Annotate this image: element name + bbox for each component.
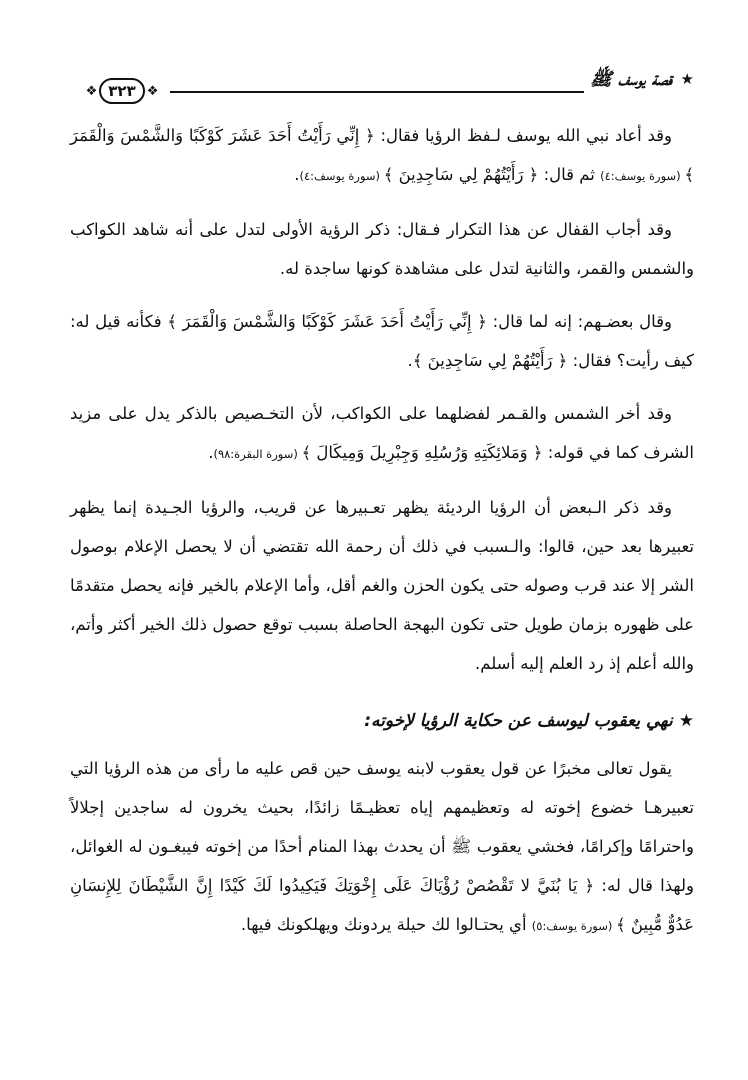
paragraph [70, 749, 694, 946]
quran-quote: ﴿ رَأَيْتُهُمْ لِي سَاجِدِينَ ﴾ [383, 165, 539, 184]
quran-quote: ﴿ إِنِّي رَأَيْتُ أَحَدَ عَشَرَ كَوْكَبًا وَالشَّمْسَ وَالْقَمَرَ ﴾ [70, 126, 694, 184]
text-run: . [208, 443, 214, 462]
text-run: . [294, 165, 300, 184]
ornament-icon: ❖ [146, 83, 159, 99]
page-header [70, 64, 694, 104]
paragraph [70, 210, 694, 288]
quran-quote: ﴿ وَمَلائِكَتِهِ وَرُسُلِهِ وَجِبْرِيلَ وَمِيكَالَ ﴾ [301, 443, 543, 462]
paragraph-group [70, 116, 694, 683]
ornament-icon: ❖ [85, 83, 98, 99]
star-icon: ★ [678, 711, 694, 731]
paragraph-group [70, 749, 694, 946]
text-run: وقد أعاد نبي الله يوسف لـفظ الرؤيا فقال: [374, 126, 672, 145]
text-run: فكأنه قيل له: كيف رأيت؟ فقال: [70, 312, 694, 370]
quran-quote: ﴿ يَا بُنَيَّ لا تَقْصُصْ رُؤْيَاكَ عَلَى إِخْوَتِكَ فَيَكِيدُوا لَكَ كَيْدًا إِنَّ الشَّيْطَانَ لِلإِنسَانِ عَدُوٌّ مُّبِينٌ ﴾ [70, 876, 694, 934]
page-number-badge [80, 76, 164, 106]
section-heading [70, 705, 694, 737]
star-icon: ★ [680, 70, 694, 88]
text-run: وقد أخر الشمس والقـمر لفضلهما على الكواكب، لأن التخـصيص بالذكر يدل على مزيد الشرف كما في قوله: [70, 404, 694, 462]
verse-reference: (سورة يوسف:٤) [299, 169, 384, 183]
quran-quote: ﴿ رَأَيْتُهُمْ لِي سَاجِدِينَ ﴾ [412, 351, 568, 370]
text-run: وقد ذكر الـبعض أن الرؤيا الرديئة يظهر تعـبيرها عن قريب، والرؤيا الجـيدة إنما يظهر تعبيرها بعد حين، قالوا: والـسبب في ذلك أن رحمة الله تقتضي أن لا يحصل الإعلام بوصول الشر إلا عند قرب وصوله حتى يكون الحزن والغم أقل، وأما الإعلام بالخير فإنه يحصل متقدمًا على ظهوره بزمان طويل حتى تكون البهجة الحاصلة بسبب توقع حصول ذلك الخير أكثر وأتم، والله أعلم إذ رد العلم إليه أسلم. [70, 498, 694, 673]
section-heading-text: نهي يعقوب ليوسف عن حكاية الرؤيا لإخوته: [364, 711, 673, 731]
text-run: . [407, 351, 413, 370]
paragraph [70, 302, 694, 380]
text-run: وقد أجاب القفال عن هذا التكرار فـقال: ذكر الرؤية الأولى لتدل على أنه شاهد الكواكب والشمس والقمر، والثانية لتدل على مشاهدة كونها ساجدة له. [70, 220, 694, 278]
paragraph [70, 488, 694, 683]
page-body [70, 116, 694, 960]
running-title: قصة يوسف ﷺ [584, 68, 672, 94]
quran-quote: ﴿ إِنِّي رَأَيْتُ أَحَدَ عَشَرَ كَوْكَبًا وَالشَّمْسَ وَالْقَمَرَ ﴾ [167, 312, 487, 331]
text-run: ثم قال: [538, 165, 601, 184]
text-run: أي يحتـالوا لك حيلة يردونك ويهلكونك فيها. [240, 915, 532, 934]
text-run: يقول تعالى مخبرًا عن قول يعقوب لابنه يوسف حين قص عليه ما رأى من هذه الرؤيا التي تعبيرهـا خضوع إخوته له وتعظيمهم إياه تعظيـمًا زائدًا، بحيث يخرون له ساجدين إجلالاً واحترامًا وإكرامًا، فخشي يعقوب ﷺ أن يحدث بهذا المنام أحدًا من إخوته فيبغـون له الغوائل، ولهذا قال له: [70, 759, 694, 895]
header-rule [170, 91, 650, 93]
verse-reference: (سورة يوسف:٤) [600, 169, 685, 183]
verse-reference: (سورة البقرة:٩٨) [213, 447, 302, 461]
verse-reference: (سورة يوسف:٥) [531, 919, 616, 933]
text-run: وقال بعضـهم: إنه لما قال: [486, 312, 673, 331]
page-number: ٣٢٣ [99, 78, 144, 104]
paragraph [70, 394, 694, 474]
paragraph [70, 116, 694, 196]
